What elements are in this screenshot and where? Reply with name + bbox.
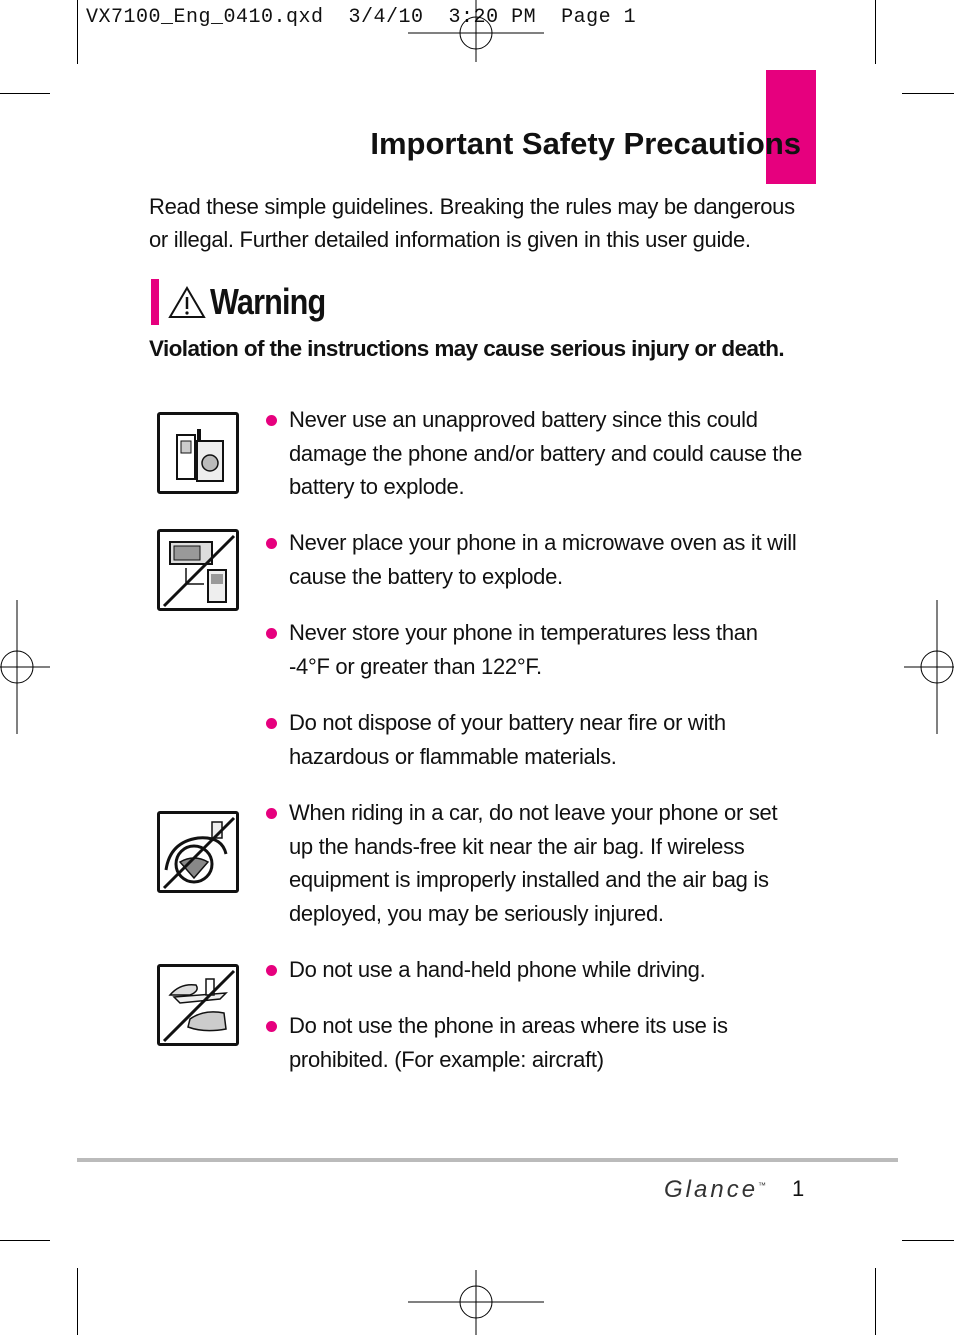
warning-accent-bar	[151, 279, 159, 325]
bullet-icon	[266, 415, 277, 426]
bullet-text: Never store your phone in temperatures less than -4°F or greater than 122°F.	[289, 620, 758, 679]
bullet-icon	[266, 1021, 277, 1032]
warning-subtitle: Violation of the instructions may cause serious injury or death.	[149, 336, 785, 361]
brand-trademark: ™	[758, 1181, 770, 1190]
bullet-text: When riding in a car, do not leave your phone or set up the hands-free kit near the air bag. If wireless equipment is improperly installed and the air bag is deployed, you may be seriously injured.	[289, 800, 778, 926]
bullet-text: Never place your phone in a microwave oven as it will cause the battery to explode.	[289, 530, 797, 589]
page-title: Important Safety Precautions	[370, 126, 801, 161]
bullet-text: Do not use the phone in areas where its use is prohibited. (For example: aircraft)	[289, 1013, 728, 1072]
bullet-text: Never use an unapproved battery since this could damage the phone and/or battery and could cause the battery to explode.	[289, 407, 803, 499]
bullet-icon	[266, 808, 277, 819]
bullet-icon	[266, 718, 277, 729]
list-item	[266, 796, 806, 930]
registration-mark-left	[0, 600, 50, 734]
printer-slug: VX7100_Eng_0410.qxd 3/4/10 3:20 PM Page 1	[86, 6, 637, 29]
registration-mark-top	[408, 0, 544, 62]
brand-name: Glance	[664, 1176, 759, 1203]
intro-paragraph: Read these simple guidelines. Breaking the rules may be dangerous or illegal. Further detailed information is given in this user guide.	[149, 194, 795, 252]
list-item	[266, 953, 806, 987]
microwave-prohibited-icon	[157, 529, 239, 611]
warning-label: Warning	[210, 281, 326, 322]
list-item	[266, 403, 806, 504]
list-item	[266, 1009, 806, 1076]
footer-rule	[77, 1158, 898, 1162]
bullet-icon	[266, 538, 277, 549]
bullet-text: Do not use a hand-held phone while driving.	[289, 957, 706, 982]
registration-mark-right	[904, 600, 954, 734]
list-item	[266, 706, 806, 773]
list-item	[266, 526, 806, 593]
airbag-prohibited-icon	[157, 811, 239, 893]
list-item	[266, 616, 806, 683]
registration-mark-bottom	[408, 1270, 544, 1335]
warning-heading	[168, 280, 346, 324]
bullet-icon	[266, 628, 277, 639]
bullet-icon	[266, 965, 277, 976]
aircraft-prohibited-icon	[157, 964, 239, 1046]
bullet-text: Do not dispose of your battery near fire or with hazardous or flammable materials.	[289, 710, 726, 769]
warning-triangle-icon	[168, 285, 206, 319]
page-number: 1	[792, 1176, 805, 1201]
battery-phone-icon	[157, 412, 239, 494]
brand-logo	[664, 1176, 769, 1204]
